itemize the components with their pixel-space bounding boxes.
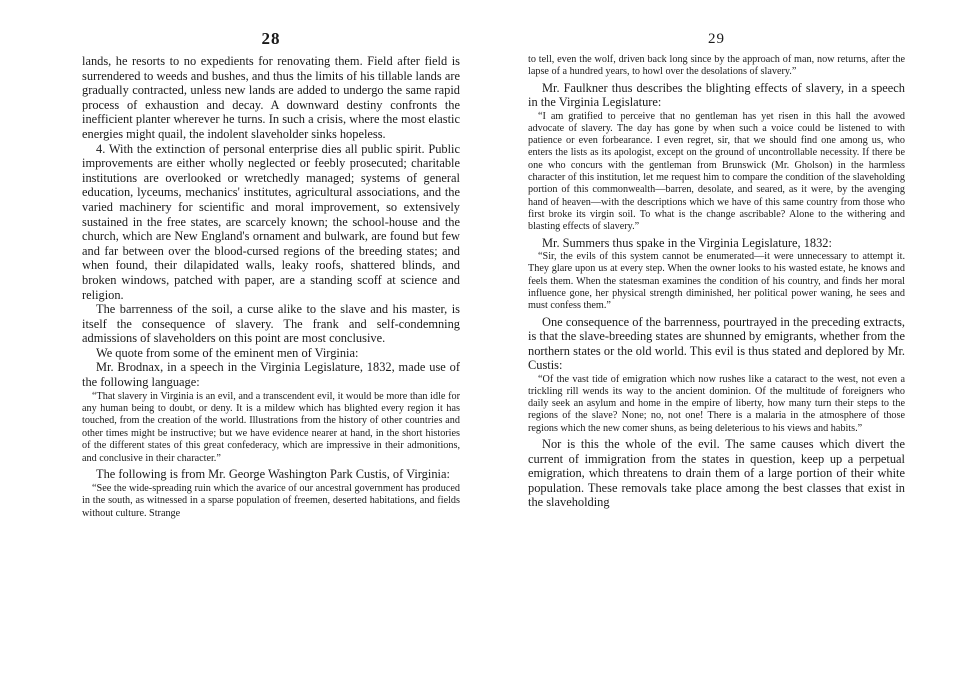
block-quote: “Sir, the evils of this system cannot be enumerated—it were unnecessary to attempt it. They glare upon us at every step. When the owner looks to his wasted estate, he knows and feels them. When the statesman examines the condition of his country, and finds her moral influence gone, her physical strength diminished, her political power waning, he sees and must confess them.” [528,251,905,312]
block-quote: to tell, even the wolf, driven back long since by the approach of man, now returns, after the lapse of a hundred years, to howl over the desolations of slavery.” [528,54,905,78]
right-page-number: 29 [708,31,725,47]
block-quote: “See the wide-spreading ruin which the avarice of our ancestral government has produced in the south, as witnessed in a sparse population of freemen, deserted habitations, and fields without culture. Strange [82,482,460,519]
paragraph: The barrenness of the soil, a curse alike to the slave and his master, is itself the consequence of slavery. The frank and self-condemning admissions of slaveholders on this point are most conclusive. [82,302,460,346]
block-quote: “I am gratified to perceive that no gentleman has yet risen in this hall the avowed advocate of slavery. The day has gone by when such a voice could be listened to with patience or even forbearance. I even regret, sir, that we should find one among us, who enters the lists as its apologist, except on the ground of uncontrollable necessity. If there be one who concurs with the gentleman from Brunswick (Mr. Gholson) in the harmless character of this institution, let me request him to compare the condition of the slaveholding portion of this commonwealth—barren, desolate, and seared, as it were, by the avenging hand of heaven—with the descriptions which we have of this same country from those who first broke its virgin soil. To what is the change ascribable? Alone to the withering and blasting effects of slavery.” [528,110,905,233]
paragraph: One consequence of the barrenness, pourtrayed in the preceding extracts, is that the slave-breeding states are shunned by emigrants, whether from the northern states or the old world. This evil is thus stated and deplored by Mr. Custis: [528,314,905,373]
paragraph: Nor is this the whole of the evil. The same causes which divert the current of immigration from the states in question, keep up a perpetual emigration, which threatens to drain them of a large portion of their white population. These removals take place among the best classes that exist in the slaveholding [528,437,905,510]
paragraph: 4. With the extinction of personal enterprise dies all public spirit. Public improvements are either wholly neglected or feebly prosecuted; charitable institutions are overlooked or wretchedly managed; systems of general education, lyceums, mechanics' institutes, agricultural associations, and the varied machinery for scientific and moral improvement, so extensively sustained in the free states, are scarcely known; the school-house and the church, which are New England's ornament and bulwark, are found but few and far between over the blood-cursed regions of the breeding states; and when found, their dilapidated walls, leaky roofs, shattered blinds, and broken windows, patched with paper, are a standing scoff at science and religion. [82,141,460,302]
block-quote: “That slavery in Virginia is an evil, and a transcendent evil, it would be more than idle for any human being to doubt, or deny. It is a mildew which has blighted every region it has touched, from the creation of the world. Illustrations from the history of other countries and other times might be instructive; but we have evidence nearer at hand, in the short histories of the different states of this great confederacy, which are impressive in their admonitions, and conclusive in their character.” [82,390,460,464]
paragraph: We quote from some of the eminent men of Virginia: [96,345,359,360]
left-page-body [82,54,460,520]
left-page-number: 28 [261,29,281,48]
paragraph: Mr. Summers thus spake in the Virginia Legislature, 1832: [542,235,832,250]
paragraph: Mr. Brodnax, in a speech in the Virginia Legislature, 1832, made use of the following language: [82,360,460,390]
right-page [528,30,905,510]
right-page-body [528,54,905,510]
paragraph: The following is from Mr. George Washington Park Custis, of Virginia: [96,467,450,482]
block-quote: “Of the vast tide of emigration which now rushes like a cataract to the west, not even a trickling rill wends its way to the ancient dominion. Of the multitude of foreigners who daily seek an asylum and home in the empire of liberty, how many turn their steps to the regions of the slave? None; no, not one! There is a malaria in the atmosphere of those regions which the new comer shuns, as being deleterious to his views and habits.” [528,373,905,434]
paragraph: lands, he resorts to no expedients for renovating them. Field after field is surrendered to weeds and bushes, and thus the limits of his tillable lands are gradually contracted, unless new lands are added to undergo the same rapid process of exhaustion and decay. A downward destiny confronts the inefficient planter wherever he turns. In such a crisis, where the most elastic energies might quail, the indolent slaveholder sinks hopeless. [82,54,460,141]
left-page [82,30,460,522]
paragraph: Mr. Faulkner thus describes the blighting effects of slavery, in a speech in the Virginia Legislature: [528,80,905,110]
